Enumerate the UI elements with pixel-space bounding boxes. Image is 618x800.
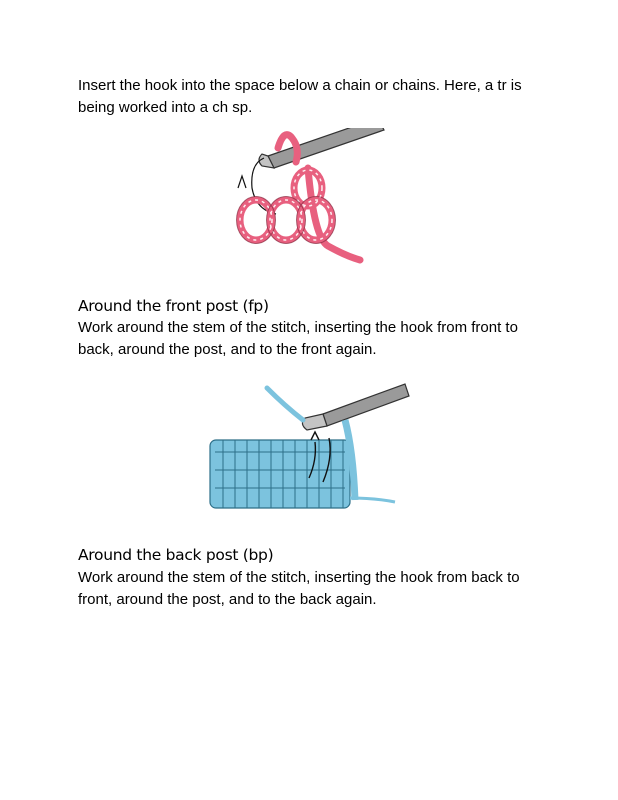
chain-space-illustration — [228, 128, 388, 268]
front-post-heading: Around the front post (fp) — [78, 297, 269, 315]
blue-yarn-fabric — [210, 420, 395, 508]
pink-yarn-stitches — [240, 135, 360, 260]
back-post-text: Work around the stem of the stitch, inserting the hook from back to front, around the post, and to the back again. — [78, 569, 520, 608]
intro-text: Insert the hook into the space below a chain or chains. Here, a tr is being worked into a ch sp. — [78, 77, 522, 116]
front-post-text: Work around the stem of the stitch, inserting the hook from front to back, around the post, and to the front again. — [78, 319, 518, 358]
front-post-illustration — [205, 380, 410, 520]
back-post-heading: Around the back post (bp) — [78, 546, 274, 564]
crochet-hook — [302, 384, 409, 430]
